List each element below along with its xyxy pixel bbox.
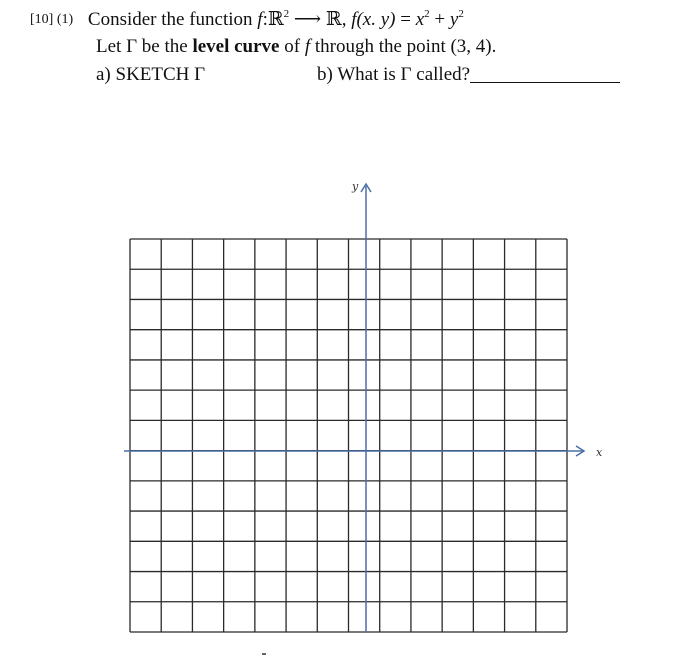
part-b-label: b) What is Γ called? bbox=[317, 64, 471, 85]
question-number: [10] (1) bbox=[30, 12, 74, 27]
domain: ℝ bbox=[267, 9, 284, 30]
domain-exponent: 2 bbox=[283, 8, 290, 20]
x-axis-label: x bbox=[596, 446, 603, 459]
x-exponent: 2 bbox=[424, 8, 430, 20]
equals-sign: = bbox=[400, 9, 411, 30]
part-a-label: a) SKETCH Γ bbox=[96, 64, 206, 85]
line2-of: of bbox=[284, 36, 301, 57]
line2-prefix: Let Γ be the bbox=[96, 36, 188, 57]
function-lhs: f(x. y) bbox=[351, 9, 396, 30]
y-axis-label: y bbox=[352, 180, 359, 193]
function-name: f bbox=[257, 9, 263, 30]
level-curve-phrase: level curve bbox=[192, 36, 280, 57]
question-line-1: [10] (1) Consider the function f:ℝ$^2$ ⟶ ℝ, f(x. $y) = x^2 + y^2$ bbox=[30, 8, 464, 30]
codomain: ℝ, bbox=[325, 9, 347, 30]
map-arrow: ⟶ bbox=[293, 9, 322, 30]
line2-f: f bbox=[304, 36, 311, 57]
x-term: x bbox=[415, 9, 425, 30]
y-exponent: 2 bbox=[458, 8, 464, 20]
grid-lines bbox=[130, 239, 567, 632]
question-intro: Consider the function bbox=[87, 9, 253, 30]
line2-suffix: through the point (3, 4). bbox=[314, 36, 497, 57]
plus-sign: + bbox=[434, 9, 446, 30]
y-term: y bbox=[449, 9, 459, 30]
